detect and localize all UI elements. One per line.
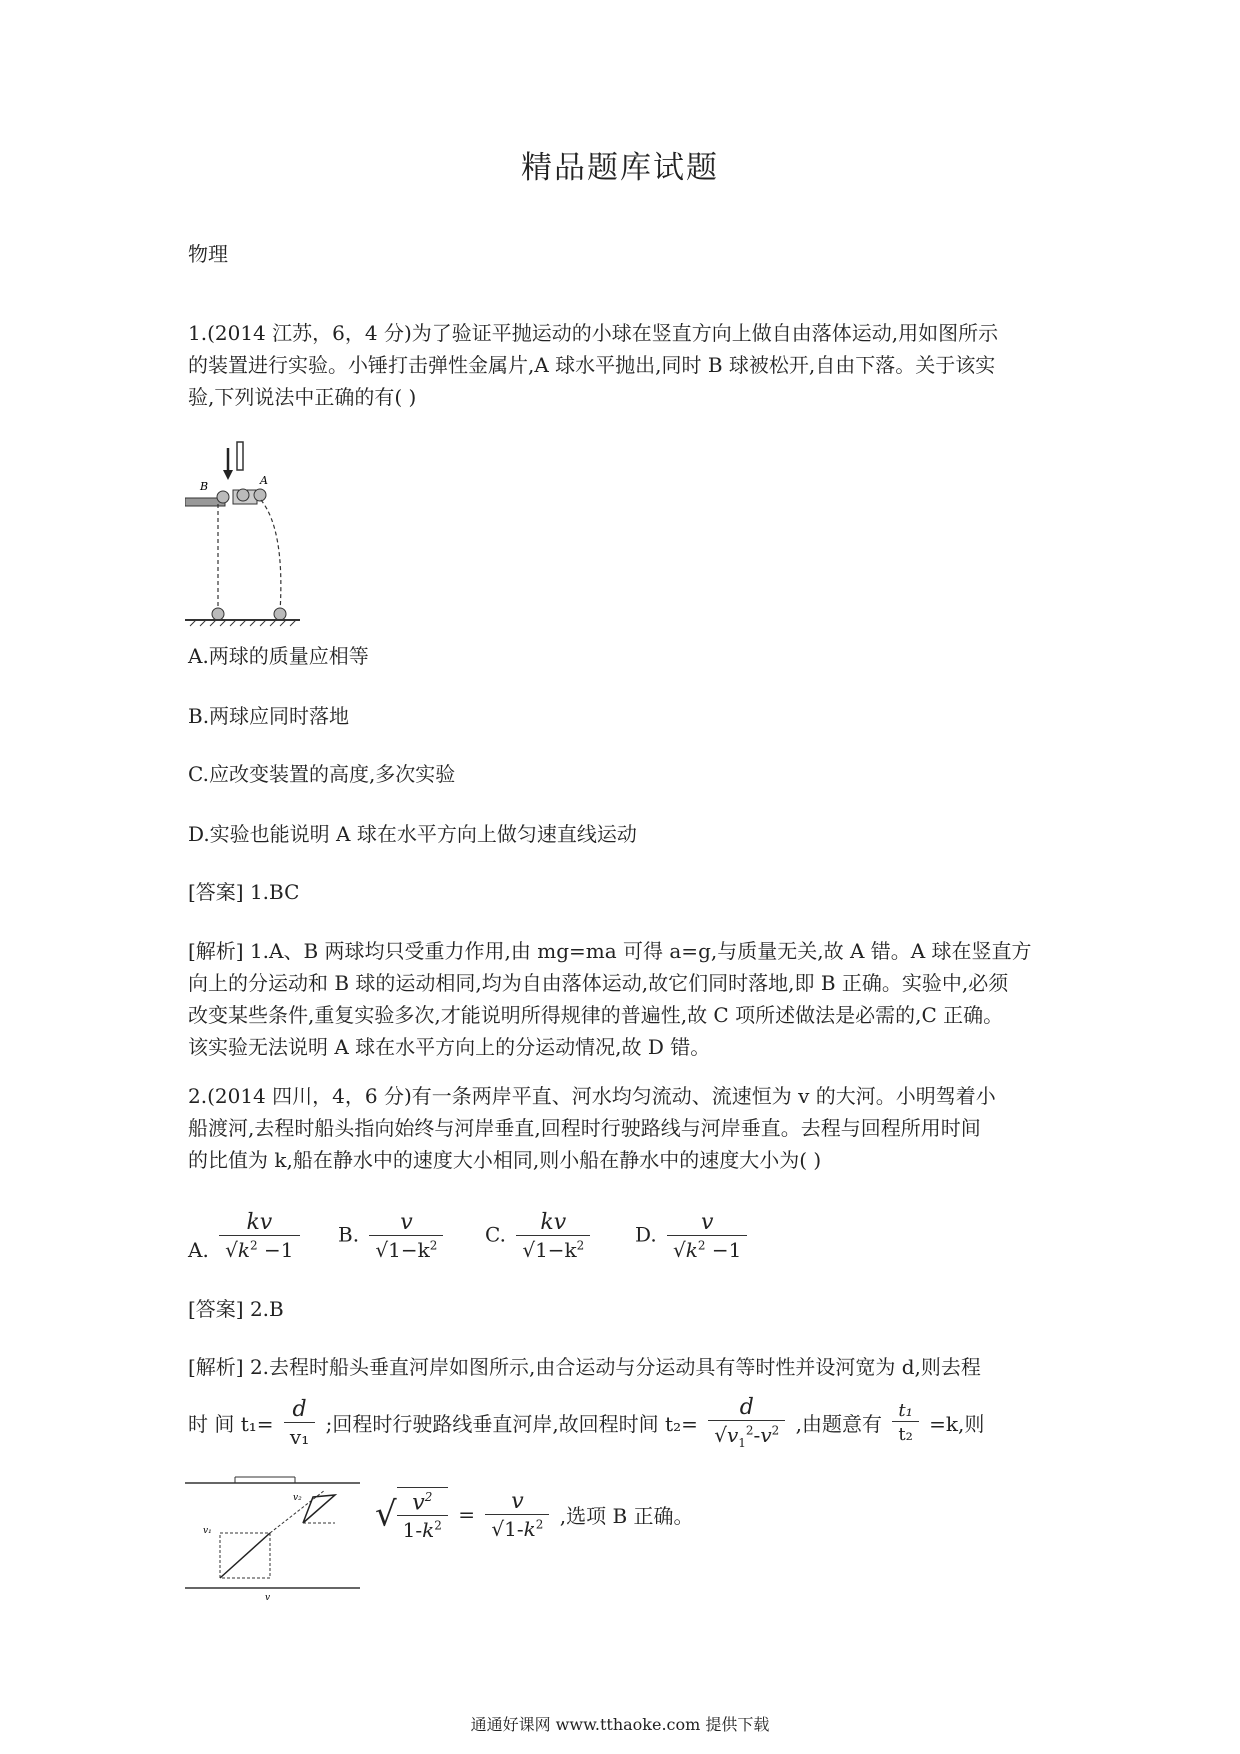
q1-analysis-line: [解析] 1.A、B 两球均只受重力作用,由 mg=ma 可得 a=g,与质量无关,故 A 错。A 球在竖直方 xyxy=(188,939,1032,963)
q2-option-a: A. $\frac{kv}{√k^2 -1}$ xyxy=(188,1210,304,1262)
q1-analysis xyxy=(188,935,1058,1063)
q1-analysis-line: 改变某些条件,重复实验多次,才能说明所得规律的普遍性,故 C 项所述做法是必需的,C 正确。 xyxy=(188,1003,1004,1027)
q2-final-expression: √ $\frac{v^2}{1-k^2}$ = $\frac{v}{√1-k^2}$ ,选项 B 正确。 xyxy=(375,1488,694,1543)
q2-stem-line: 的比值为 k,船在静水中的速度大小相同,则小船在静水中的速度大小为( ) xyxy=(188,1148,822,1172)
option-numerator: kv xyxy=(246,1210,273,1235)
mid-text: ;回程时行驶路线垂直河岸,故回程时间 t₂= xyxy=(325,1412,698,1436)
subject-label: 物理 xyxy=(188,242,228,266)
option-numerator: kv xyxy=(540,1210,567,1235)
ball-landed-a xyxy=(274,608,286,620)
q2-option-c: C. $\frac{kv}{√1-k^2}$ xyxy=(485,1210,594,1262)
q1-stem-line: 验,下列说法中正确的有( ) xyxy=(188,385,417,409)
label-v: v xyxy=(265,1593,271,1603)
ball-a xyxy=(254,489,266,501)
ball-b xyxy=(217,491,229,503)
option-numerator: v xyxy=(400,1210,413,1235)
velocity-triangle xyxy=(303,1495,335,1523)
radicand: k xyxy=(237,1238,251,1262)
q1-stem xyxy=(188,317,1058,413)
option-letter: B. xyxy=(338,1222,360,1247)
t1-denominator: v₁ xyxy=(284,1422,315,1449)
q2-stem-line: 2.(2014 四川，4，6 分)有一条两岸平直、河水均匀流动、流速恒为 v 的大河。小明驾着小 xyxy=(188,1084,996,1108)
radicand: 1−k xyxy=(535,1238,577,1262)
q1-analysis-line: 该实验无法说明 A 球在水平方向上的分运动情况,故 D 错。 xyxy=(188,1035,711,1059)
resultant-velocity xyxy=(220,1533,270,1578)
radicand-op: −1 xyxy=(711,1238,742,1262)
q2-stem-line: 船渡河,去程时船头指向始终与河岸垂直,回程时行驶路线与河岸垂直。去程与回程所用时间 xyxy=(188,1116,981,1140)
ratio-prefix: ,由题意有 xyxy=(795,1412,882,1436)
page-title: 精品题库试题 xyxy=(521,150,719,186)
q2-option-d: D. $\frac{v}{√k^2 -1}$ xyxy=(635,1210,751,1262)
q1-stem-line: 的装置进行实验。小锤打击弹性金属片,A 球水平抛出,同时 B 球被松开,自由下落。关于该实 xyxy=(188,353,996,377)
ratio-numerator: t₁ xyxy=(898,1400,913,1421)
option-letter: D. xyxy=(635,1222,657,1247)
ball-center xyxy=(237,489,249,501)
label-b: B xyxy=(200,480,209,493)
label-v1: v₁ xyxy=(203,1526,212,1536)
hammer-head xyxy=(223,470,233,480)
q1-option-d: D.实验也能说明 A 球在水平方向上做匀速直线运动 xyxy=(188,822,637,846)
q2-stem xyxy=(188,1080,1058,1176)
label-v2: v₂ xyxy=(293,1493,302,1503)
metal-plate xyxy=(237,442,243,470)
q1-analysis-line: 向上的分运动和 B 球的运动相同,均为自由落体运动,故它们同时落地,即 B 正确。实验中,必须 xyxy=(188,971,1009,995)
q2-option-b: B. $\frac{v}{√1-k^2}$ xyxy=(338,1210,447,1262)
q2-answer: [答案] 2.B xyxy=(188,1297,284,1321)
q2-analysis-line1: [解析] 2.去程时船头垂直河岸如图所示,由合运动与分运动具有等时性并设河宽为 d,则去程 xyxy=(188,1355,981,1379)
option-letter: C. xyxy=(485,1222,506,1247)
t1-numerator: d xyxy=(292,1396,307,1422)
q1-option-b: B.两球应同时落地 xyxy=(188,704,350,728)
q2-river-figure xyxy=(185,1475,365,1605)
ratio-suffix: =k,则 xyxy=(929,1412,985,1436)
radicand: k xyxy=(685,1238,698,1262)
final-suffix: ,选项 B 正确。 xyxy=(559,1504,694,1529)
q2-analysis-line2: 时 间 t₁= $\frac{d}{\text{v₁}}$ ;回程时行驶路线垂直河岸,故回程时间 t₂= $\frac{d}{√v_1^2-v^2}$ ,由题意有 $\frac{\text{t₁}}{\text{t₂}}$ =k,则 xyxy=(188,1395,985,1450)
option-numerator: v xyxy=(701,1210,714,1235)
parabolic-trajectory xyxy=(261,500,281,612)
ratio-denominator: t₂ xyxy=(892,1421,918,1445)
q1-answer: [答案] 1.BC xyxy=(188,880,300,904)
t1-prefix: 时 间 t₁= xyxy=(188,1412,274,1436)
q1-option-c: C.应改变装置的高度,多次实验 xyxy=(188,762,456,786)
label-a: A xyxy=(260,474,268,487)
radicand-op: −1 xyxy=(264,1238,294,1262)
radicand: 1−k xyxy=(388,1238,430,1262)
q1-apparatus-figure xyxy=(185,440,325,630)
option-letter: A. xyxy=(188,1238,209,1262)
q1-option-a: A.两球的质量应相等 xyxy=(188,644,369,668)
t2-numerator: d xyxy=(739,1395,754,1420)
footer: 通通好课网 www.tthaoke.com 提供下载 xyxy=(470,1715,770,1734)
q1-stem-line: 1.(2014 江苏，6，4 分)为了验证平抛运动的小球在竖直方向上做自由落体运动,用如图所示 xyxy=(188,321,999,345)
ball-landed-b xyxy=(212,608,224,620)
